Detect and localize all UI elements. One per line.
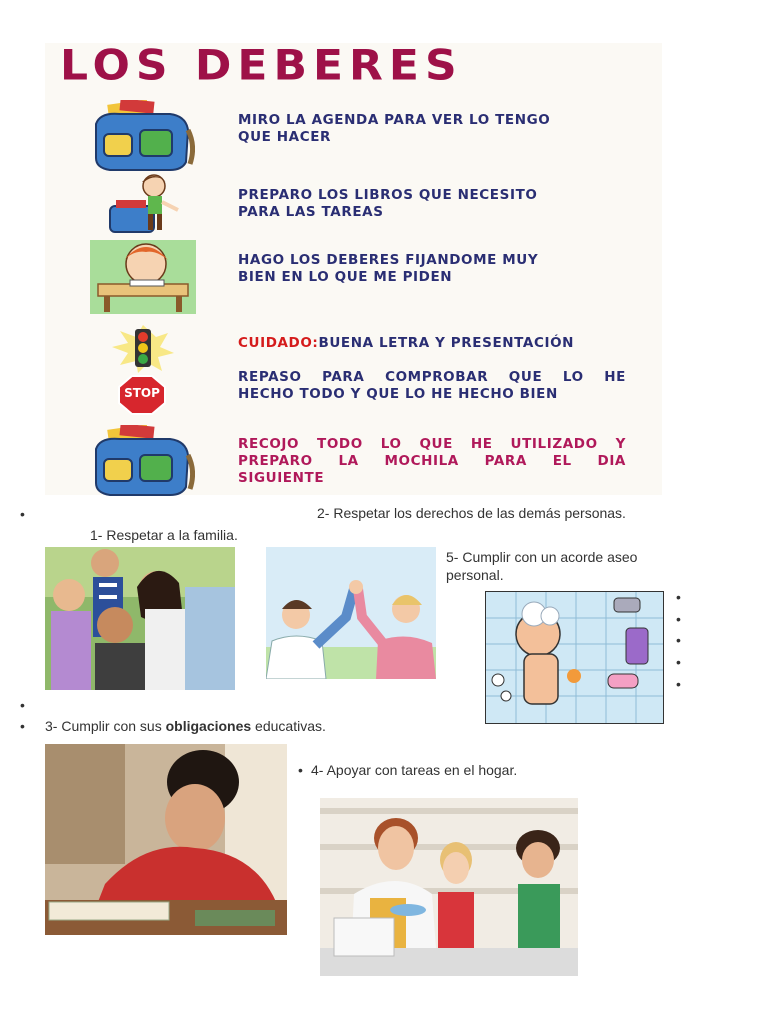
empty-bullet (676, 632, 681, 648)
item-5-text: 5- Cumplir con un acorde aseo personal. (446, 549, 638, 583)
shower-illustration (485, 591, 664, 724)
step-6: RECOJO TODO LO QUE HE UTILIZADO Y PREPARO LA MOCHILA PARA EL DIA SIGUIENTE (238, 436, 626, 486)
bullet (20, 506, 25, 522)
empty-bullet (676, 611, 681, 627)
backpack-icon (90, 100, 195, 172)
step-3: HAGO LOS DEBERES FIJANDOME MUY BIEN EN LO QUE ME PIDEN (238, 252, 539, 285)
warning-label: CUIDADO: (238, 335, 319, 351)
bullet (298, 762, 303, 778)
empty-bullet (676, 589, 681, 605)
traffic-light-icon (108, 325, 178, 375)
kid-with-books-icon (104, 172, 184, 236)
stop-sign-label: STOP (124, 386, 160, 400)
empty-bullet (676, 676, 681, 692)
poster-title: LOS DEBERES (60, 41, 463, 90)
empty-bullet (676, 654, 681, 670)
step-4-warning (238, 335, 638, 352)
step-1: MIRO LA AGENDA PARA VER LO TENGO QUE HACER (238, 112, 551, 145)
kitchen-photo (320, 798, 578, 976)
item-2-text: 2- Respetar los derechos de las demás personas. (317, 505, 626, 521)
student-photo (45, 744, 287, 935)
item-4-text: 4- Apoyar con tareas en el hogar. (311, 762, 518, 778)
empty-bullet (20, 697, 25, 713)
item-3-bold: obligaciones (165, 718, 252, 734)
high-five-illustration (266, 547, 436, 679)
kid-doing-homework-icon (90, 238, 196, 314)
item-1-text: 1- Respetar a la familia. (90, 527, 238, 543)
bullet (20, 718, 25, 734)
backpack-icon-2 (90, 425, 195, 497)
item-3-text: 3- Cumplir con sus obligaciones educativas. (45, 718, 326, 734)
warning-text: BUENA LETRA Y PRESENTACIÓN (318, 335, 575, 351)
family-photo (45, 547, 235, 690)
step-2: PREPARO LOS LIBROS QUE NECESITO PARA LAS TAREAS (238, 187, 538, 220)
step-5: REPASO PARA COMPROBAR QUE LO HE HECHO TODO Y QUE LO HE HECHO BIEN (238, 369, 626, 402)
